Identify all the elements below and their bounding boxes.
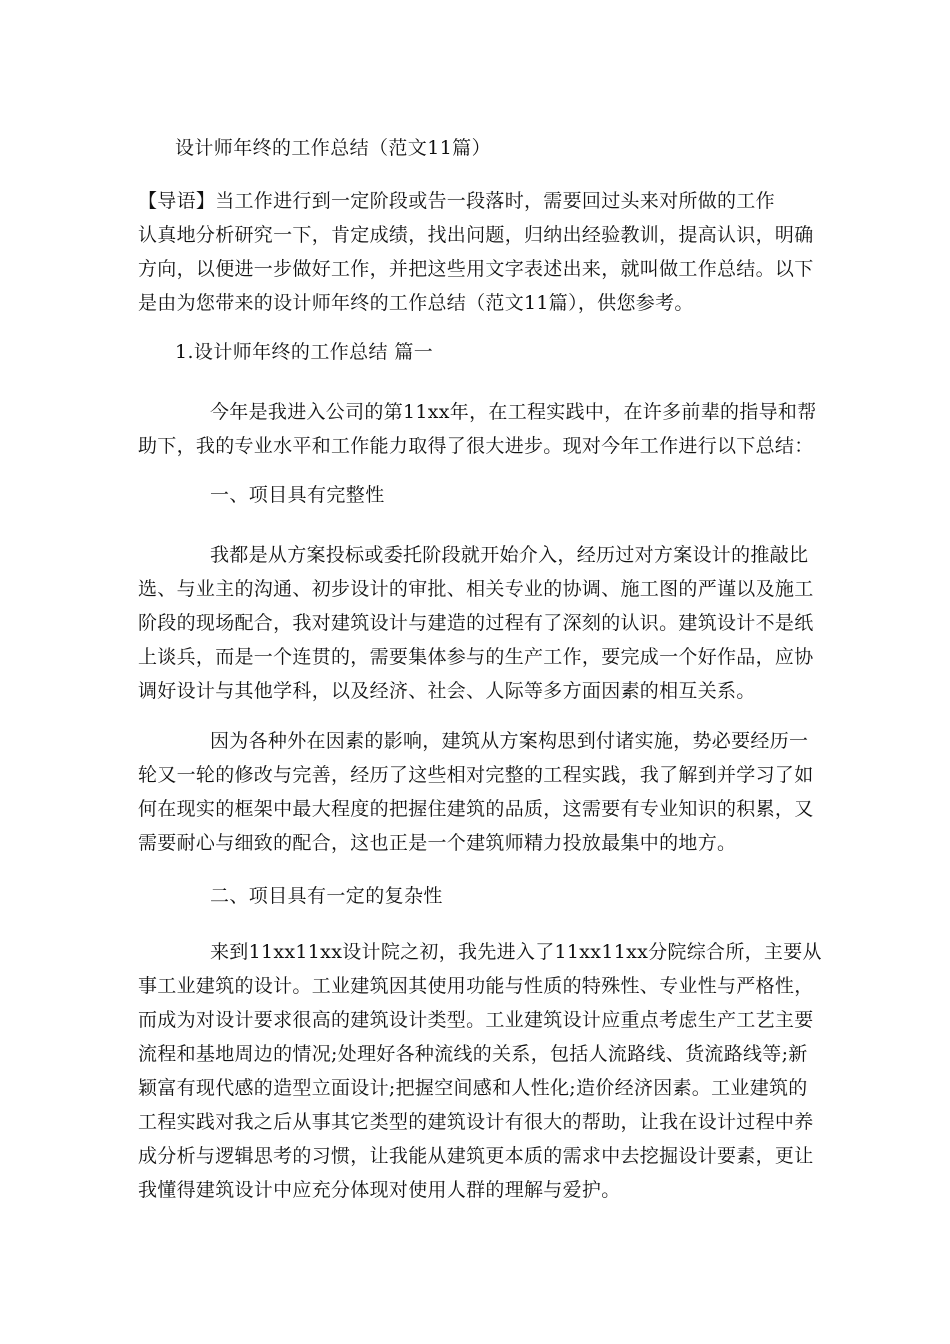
paragraph-line: 成分析与逻辑思考的习惯，让我能从建筑更本质的需求中去挖掘设计要素，更让 [138, 1145, 814, 1167]
intro-paragraph [138, 184, 818, 320]
paragraph-line: 轮又一轮的修改与完善，经历了这些相对完整的工程实践，我了解到并学习了如 [138, 764, 814, 786]
intro-line: 认真地分析研究一下，肯定成绩，找出问题，归纳出经验教训，提高认识，明确 [138, 224, 814, 246]
section-heading: 1.设计师年终的工作总结 篇一 [175, 341, 434, 363]
paragraph-line: 来到11xx11xx设计院之初，我先进入了11xx11xx分院综合所，主要从 [210, 941, 822, 963]
paragraph-line: 助下，我的专业水平和工作能力取得了很大进步。现对今年工作进行以下总结： [138, 435, 814, 457]
subheading-2: 二、项目具有一定的复杂性 [210, 885, 443, 907]
paragraph-2 [138, 538, 818, 708]
paragraph-line: 事工业建筑的设计。工业建筑因其使用功能与性质的特殊性、专业性与严格性， [138, 975, 814, 997]
subheading-1: 一、项目具有完整性 [210, 484, 385, 506]
paragraph-line: 需要耐心与细致的配合，这也正是一个建筑师精力投放最集中的地方。 [138, 832, 737, 854]
paragraph-1 [138, 395, 818, 463]
paragraph-3 [138, 724, 818, 860]
paragraph-line: 选、与业主的沟通、初步设计的审批、相关专业的协调、施工图的严谨以及施工 [138, 578, 814, 600]
intro-line: 【导语】当工作进行到一定阶段或告一段落时，需要回过头来对所做的工作 [138, 190, 775, 212]
paragraph-line: 因为各种外在因素的影响，建筑从方案构思到付诸实施，势必要经历一 [210, 730, 809, 752]
paragraph-line: 流程和基地周边的情况;处理好各种流线的关系，包括人流路线、货流路线等;新 [138, 1043, 808, 1065]
paragraph-line: 何在现实的框架中最大程度的把握住建筑的品质，这需要有专业知识的积累，又 [138, 798, 814, 820]
paragraph-line: 工程实践对我之后从事其它类型的建筑设计有很大的帮助，让我在设计过程中养 [138, 1111, 814, 1133]
paragraph-line: 上谈兵，而是一个连贯的，需要集体参与的生产工作，要完成一个好作品，应协 [138, 646, 814, 668]
paragraph-line: 我都是从方案投标或委托阶段就开始介入，经历过对方案设计的推敲比 [210, 544, 809, 566]
paragraph-line: 而成为对设计要求很高的建筑设计类型。工业建筑设计应重点考虑生产工艺主要 [138, 1009, 814, 1031]
paragraph-line: 今年是我进入公司的第11xx年，在工程实践中，在许多前辈的指导和帮 [210, 401, 817, 423]
paragraph-line: 阶段的现场配合，我对建筑设计与建造的过程有了深刻的认识。建筑设计不是纸 [138, 612, 814, 634]
intro-line: 是由为您带来的设计师年终的工作总结（范文11篇），供您参考。 [138, 292, 694, 314]
intro-line: 方向，以便进一步做好工作，并把这些用文字表述出来，就叫做工作总结。以下 [138, 258, 814, 280]
paragraph-line: 颖富有现代感的造型立面设计;把握空间感和人性化;造价经济因素。工业建筑的 [138, 1077, 808, 1099]
document-title: 设计师年终的工作总结（范文11篇） [175, 137, 491, 159]
paragraph-4 [138, 935, 822, 1207]
paragraph-line: 我懂得建筑设计中应充分体现对使用人群的理解与爱护。 [138, 1179, 621, 1201]
paragraph-line: 调好设计与其他学科，以及经济、社会、人际等多方面因素的相互关系。 [138, 680, 756, 702]
